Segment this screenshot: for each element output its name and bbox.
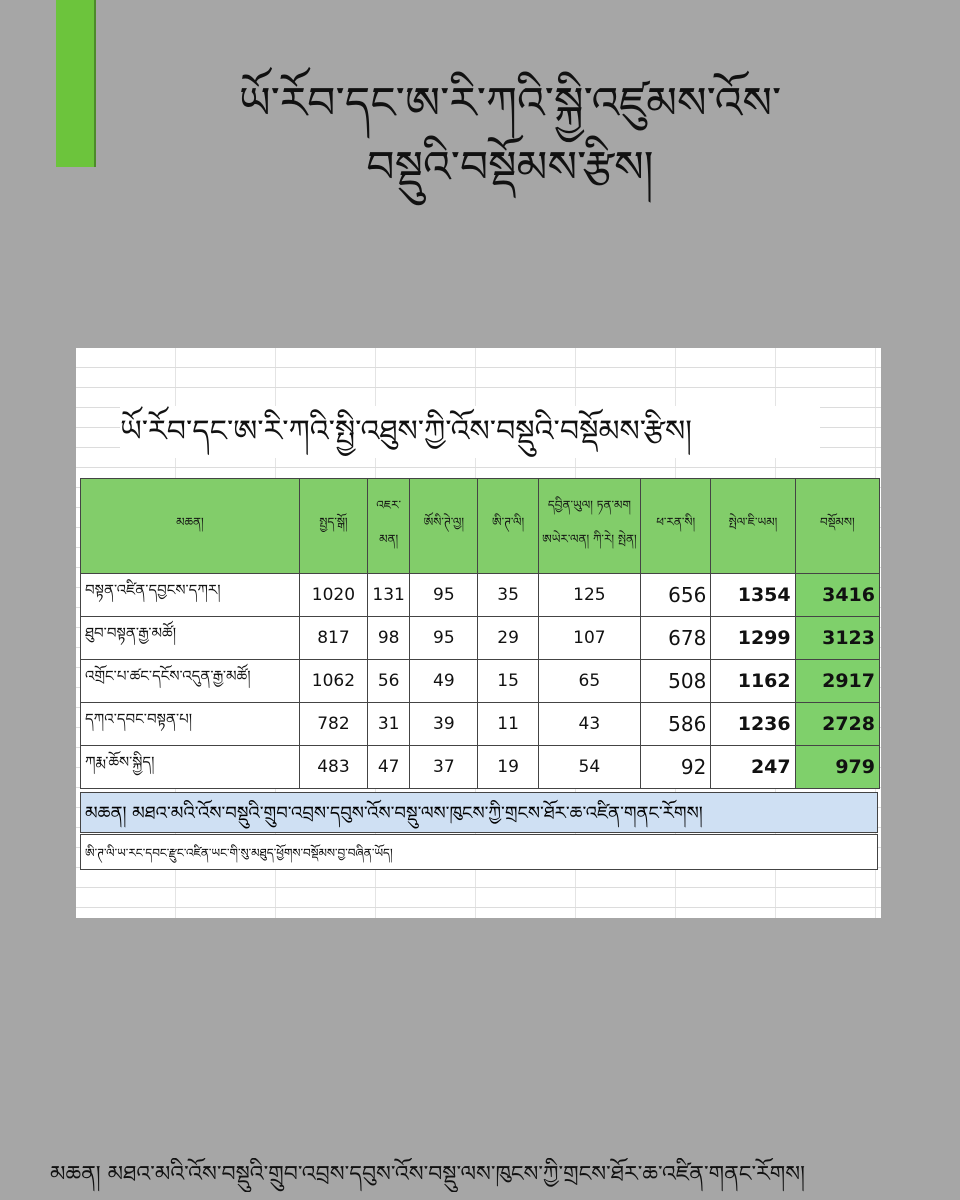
header-cell: དབྱིན་ཡུལ། ཏན་མག ཨཡེར་ལན། ཀི་རེ། སྤེན།	[538, 479, 640, 574]
table-cell: 1299	[711, 617, 795, 660]
table-note: མཆན། མཐའ་མའི་འོས་བསྡུའི་གྲུབ་འབྲས་དབུས་འོས་བསྡུ་ལས་ཁུངས་ཀྱི་གྲངས་ཐོར་ཆ་འཛིན་གནང་རོགས།	[80, 792, 878, 833]
table-cell: 11	[478, 703, 538, 746]
page-title-line-2: བསྡུའི་བསྡོམས་རྩིས།	[366, 142, 654, 193]
table-cell: 37	[410, 746, 478, 789]
table-cell: 56	[368, 660, 410, 703]
table-cell: 65	[538, 660, 640, 703]
table-cell: 39	[410, 703, 478, 746]
header-cell: སྤེལ་ཇི་ཡམ།	[711, 479, 795, 574]
table-cell: 29	[478, 617, 538, 660]
table-cell: 1236	[711, 703, 795, 746]
table-cell: 678	[641, 617, 711, 660]
table-cell: 483	[299, 746, 367, 789]
table-cell: 107	[538, 617, 640, 660]
table-cell: 1062	[299, 660, 367, 703]
header-cell: བསྡོམས།	[795, 479, 879, 574]
table-cell: 1162	[711, 660, 795, 703]
table-row	[81, 574, 880, 617]
table-cell: 586	[641, 703, 711, 746]
total-cell: 2728	[795, 703, 879, 746]
header-cell: འཇར་མན།	[368, 479, 410, 574]
total-cell: 979	[795, 746, 879, 789]
header-cell: ཨི་ཊ་ལི།	[478, 479, 538, 574]
table-cell: 817	[299, 617, 367, 660]
candidate-name: ཐུབ་བསྟན་རྒྱ་མཚོ།	[81, 617, 300, 660]
table-row	[81, 746, 880, 789]
candidate-name: ཀརྨ་ཆོས་སྐྱིད།	[81, 746, 300, 789]
spreadsheet-screenshot	[76, 348, 881, 918]
table-cell: 1354	[711, 574, 795, 617]
candidate-name: དཀའ་དབང་བསྟན་པ།	[81, 703, 300, 746]
table-cell: 131	[368, 574, 410, 617]
table-cell: 47	[368, 746, 410, 789]
footer-note: མཆན། མཐའ་མའི་འོས་བསྡུའི་གྲུབ་འབྲས་དབུས་འོས་བསྡུ་ལས་ཁུངས་ཀྱི་གྲངས་ཐོར་ཆ་འཛིན་གནང་རོགས།	[50, 1162, 805, 1187]
table-cell: 125	[538, 574, 640, 617]
table-cell: 54	[538, 746, 640, 789]
table-cell: 15	[478, 660, 538, 703]
sheet-title: ཡོ་རོབ་དང་ཨ་རི་ཀའི་སྤྱི་འཐུས་ཀྱི་འོས་བསྡུའི་བསྡོམས་རྩིས།	[120, 406, 820, 458]
table-small-note: ཨི་ཊ་ལི་ཡ་རང་དབང་རྫུང་འཛིན་ཡང་གི་སུ་མཐུད་ཕྱོགས་བསྡོམས་བྱ་བཞིན་ཡོད།	[80, 834, 878, 870]
table-cell: 95	[410, 574, 478, 617]
total-cell: 3416	[795, 574, 879, 617]
table-cell: 92	[641, 746, 711, 789]
table-cell: 35	[478, 574, 538, 617]
header-cell: སྤྱད་སྒོ།	[299, 479, 367, 574]
page-title	[100, 72, 920, 200]
table-cell: 247	[711, 746, 795, 789]
table-row	[81, 703, 880, 746]
table-row	[81, 660, 880, 703]
total-cell: 2917	[795, 660, 879, 703]
header-cell: ཨོསི་ཊེ་ལྱ།	[410, 479, 478, 574]
table-cell: 782	[299, 703, 367, 746]
table-row	[81, 617, 880, 660]
table-cell: 1020	[299, 574, 367, 617]
table-header-row	[81, 479, 880, 574]
results-table	[80, 478, 880, 789]
page-title-line-1: ཡོ་རོབ་དང་ཨ་རི་ཀའི་སྐྱི་འཛུམས་འོས་	[238, 78, 782, 129]
table-cell: 49	[410, 660, 478, 703]
candidate-name: འགྲོང་པ་ཚང་དངོས་འདུན་རྒྱ་མཚོ།	[81, 660, 300, 703]
total-cell: 3123	[795, 617, 879, 660]
header-cell: ཕ་རན་སི།	[641, 479, 711, 574]
table-cell: 508	[641, 660, 711, 703]
table-cell: 98	[368, 617, 410, 660]
table-cell: 656	[641, 574, 711, 617]
table-cell: 31	[368, 703, 410, 746]
candidate-name: བསྟན་འཛིན་དབྱངས་དཀར།	[81, 574, 300, 617]
table-cell: 19	[478, 746, 538, 789]
table-cell: 43	[538, 703, 640, 746]
header-cell: མཆན།	[81, 479, 300, 574]
table-cell: 95	[410, 617, 478, 660]
accent-bar	[56, 0, 96, 167]
